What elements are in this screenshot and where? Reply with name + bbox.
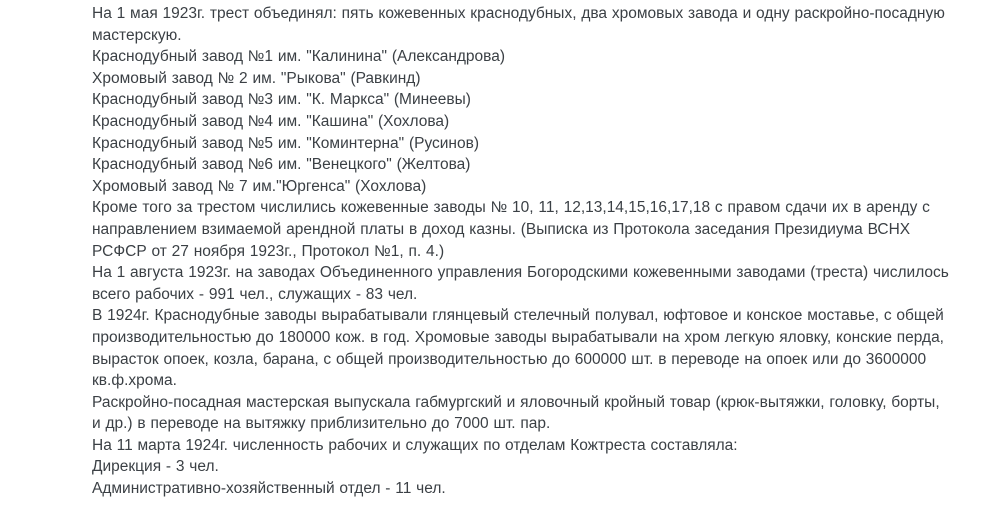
paragraph-admin-staff: Административно-хозяйственный отдел - 11 чел.	[92, 480, 446, 498]
paragraph-factory-7: Хромовый завод № 7 им."Юргенса" (Хохлова)	[92, 177, 427, 195]
paragraph-factory-5: Краснодубный завод №5 им. "Коминтерна" (Русинов)	[92, 134, 480, 152]
paragraph-factory-2: Хромовый завод № 2 им. "Рыкова" (Равкинд)	[92, 69, 421, 87]
paragraph-workshop-output: Раскройно-посадная мастерская выпускала габмургский и яловочный кройный товар (крюк-вытяжки, головку, борты, и др.) в переводе на вытяжку приблизительно до 7000 шт. пар.	[92, 393, 940, 433]
paragraph-production-1924: В 1924г. Краснодубные заводы вырабатывали глянцевый стелечный полувал, юфтовое и конское моставье, с общей производительностью до 180000 кож. в год. Хромовые заводы вырабатывали на хром легкую яловку, конские перда, вырасток опоек, козла, барана, с общей производительностью до 600000 шт. в переводе на опоек или до 3600000 кв.ф.хрома.	[92, 307, 944, 390]
paragraph-factory-1: Краснодубный завод №1 им. "Калинина" (Александрова)	[92, 48, 506, 66]
paragraph-staff-1924-intro: На 11 марта 1924г. численность рабочих и служащих по отделам Кожтреста составляла:	[92, 436, 738, 454]
paragraph-factory-3: Краснодубный завод №3 им. "К. Маркса" (Минеевы)	[92, 91, 471, 109]
paragraph-trest-summary: На 1 мая 1923г. трест объединял: пять кожевенных краснодубных, два хромовых завода и одну раскройно-посадную мастерскую.	[92, 5, 945, 44]
document-text-block	[92, 3, 950, 500]
paragraph-leased-factories: Кроме того за трестом числились кожевенные заводы № 10, 11, 12,13,14,15,16,17,18 с правом сдачи их в аренду с направлением взимаемой арендной платы в доход казны. (Выписка из Протокола заседания Президиума ВСНХ РСФСР от 27 ноября 1923г., Протокол №1, п. 4.)	[92, 199, 930, 260]
paragraph-factory-6: Краснодубный завод №6 им. "Венецкого" (Желтова)	[92, 156, 471, 174]
paragraph-workers-count-1923: На 1 августа 1923г. на заводах Объединенного управления Богородскими кожевенными заводами (треста) числилось всего рабочих - 991 чел., служащих - 83 чел.	[92, 264, 949, 303]
paragraph-direction-staff: Дирекция - 3 чел.	[92, 458, 219, 476]
paragraph-factory-4: Краснодубный завод №4 им. "Кашина" (Хохлова)	[92, 112, 450, 130]
